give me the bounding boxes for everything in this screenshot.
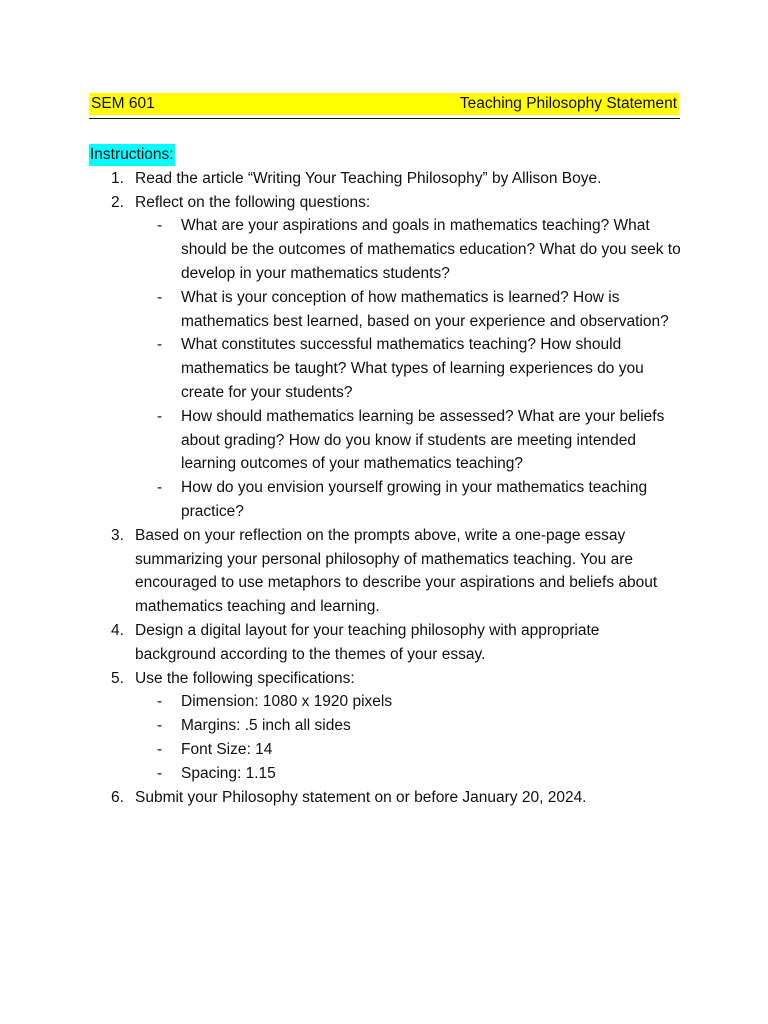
header-bar xyxy=(89,93,679,115)
step-item-3 xyxy=(89,524,684,619)
step-text: Reflect on the following questions: xyxy=(135,193,371,211)
step-number: 2. xyxy=(111,193,124,211)
step-sublist xyxy=(135,690,684,785)
dash-bullet: - xyxy=(157,740,163,758)
dash-bullet: - xyxy=(157,717,163,735)
sub-item-text: How do you envision yourself growing in your mathematics teaching practice? xyxy=(181,479,648,520)
step-text: Use the following specifications: xyxy=(135,669,355,687)
step-number: 1. xyxy=(111,169,124,187)
instruction-steps xyxy=(89,167,684,810)
step-item-1 xyxy=(89,167,684,191)
step-text: Based on your reflection on the prompts above, write a one-page essay summarizing your personal philosophy of mathematics teaching. You are encouraged to use metaphors to describe your aspirations and beliefs about mathematics teaching and learning. xyxy=(135,526,658,616)
step-number: 6. xyxy=(111,788,124,806)
instructions-heading: Instructions: xyxy=(89,144,175,166)
sub-item xyxy=(135,714,684,738)
step-item-6 xyxy=(89,786,684,810)
sub-item xyxy=(135,286,684,334)
sub-item xyxy=(135,762,684,786)
step-number: 5. xyxy=(111,669,124,687)
step-item-2 xyxy=(89,191,684,524)
step-item-4 xyxy=(89,619,684,667)
instructions-heading-row xyxy=(89,143,684,167)
course-code: SEM 601 xyxy=(91,95,155,112)
step-number: 3. xyxy=(111,526,124,544)
dash-bullet: - xyxy=(157,693,163,711)
sub-item xyxy=(135,690,684,714)
sub-item-text: Font Size: 14 xyxy=(181,740,273,758)
sub-item-text: What is your conception of how mathematics is learned? How is mathematics best learned, based on your experience and observation? xyxy=(181,288,669,330)
step-text: Submit your Philosophy statement on or before January 20, 2024. xyxy=(135,788,587,806)
step-number: 4. xyxy=(111,621,124,639)
sub-item xyxy=(135,333,684,404)
dash-bullet: - xyxy=(157,336,163,354)
dash-bullet: - xyxy=(157,479,163,497)
header-rule xyxy=(89,118,680,119)
dash-bullet: - xyxy=(157,217,163,235)
sub-item xyxy=(135,214,684,285)
sub-item-text: What are your aspirations and goals in mathematics teaching? What should be the outcomes of mathematics education? What do you seek to develop in your mathematics students? xyxy=(181,217,681,282)
dash-bullet: - xyxy=(157,764,163,782)
sub-item-text: How should mathematics learning be assessed? What are your beliefs about grading? How do you know if students are meeting intended learning outcomes of your mathematics teaching? xyxy=(181,407,665,473)
step-item-5 xyxy=(89,667,684,786)
dash-bullet: - xyxy=(157,288,163,306)
dash-bullet: - xyxy=(157,407,163,425)
step-sublist xyxy=(135,214,684,523)
sub-item xyxy=(135,476,684,524)
sub-item xyxy=(135,405,684,476)
sub-item-text: What constitutes successful mathematics teaching? How should mathematics be taught? What types of learning experiences do you create for your students? xyxy=(181,336,644,401)
step-text: Design a digital layout for your teaching philosophy with appropriate background according to the themes of your essay. xyxy=(135,621,600,663)
step-text: Read the article “Writing Your Teaching Philosophy” by Allison Boye. xyxy=(135,169,602,187)
document-title: Teaching Philosophy Statement xyxy=(459,95,677,112)
sub-item-text: Margins: .5 inch all sides xyxy=(181,717,351,735)
sub-item xyxy=(135,738,684,762)
sub-item-text: Dimension: 1080 x 1920 pixels xyxy=(181,693,393,711)
sub-item-text: Spacing: 1.15 xyxy=(181,764,276,782)
document-body xyxy=(89,143,684,809)
